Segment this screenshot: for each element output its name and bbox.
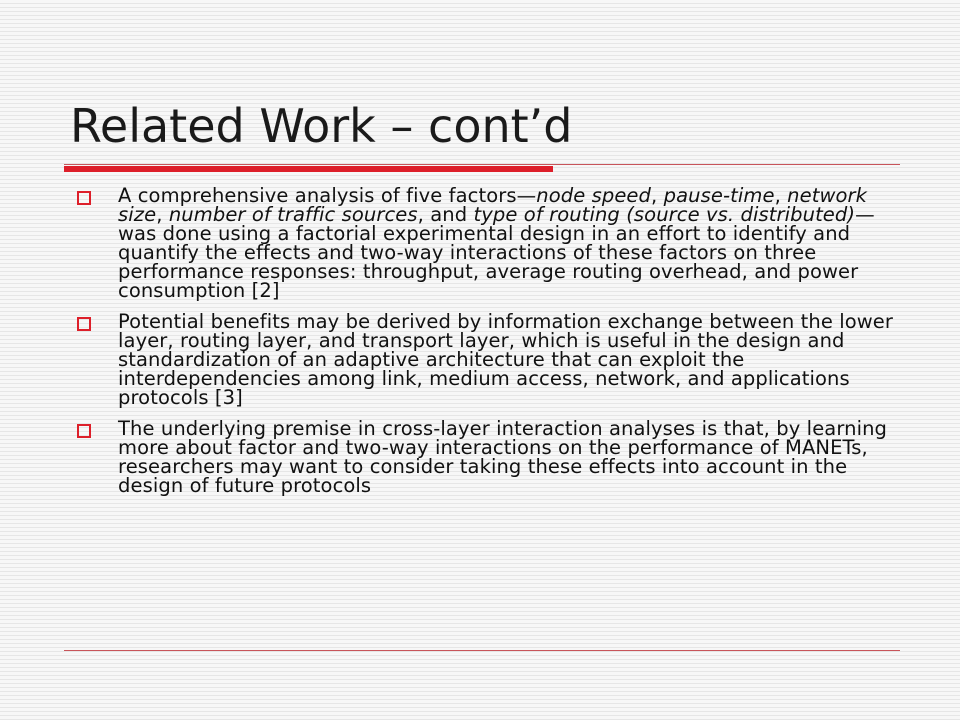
bullet-text-italic: type of routing (source vs. distributed)	[473, 203, 856, 226]
bullet-item	[70, 419, 895, 495]
bullet-text: ,	[651, 184, 664, 207]
bullet-text: , and	[417, 203, 474, 226]
hollow-square-icon	[77, 424, 91, 438]
bullet-item	[70, 186, 895, 300]
bullet-text: A comprehensive analysis of five factors—	[118, 184, 537, 207]
bullet-text: ,	[774, 184, 788, 207]
bullet-text-italic: number of traffic sources	[168, 203, 418, 226]
slide-title: Related Work – cont’d	[70, 99, 573, 153]
bullet-text-italic: node speed	[536, 184, 652, 207]
footer-divider-line	[64, 650, 900, 651]
bullet-item	[70, 312, 895, 407]
bullet-text-italic: pause-time	[663, 184, 775, 207]
bullet-text-italic: network size	[118, 184, 868, 226]
bullet-text: —was done using a factorial experimental design in an effort to identify and quantify the effects and two-way interactions of these factors on three performance responses: throughput, average routing overhead, and power consumption [2]	[118, 203, 875, 302]
title-divider-line	[64, 164, 900, 165]
bullet-list	[70, 186, 895, 507]
hollow-square-icon	[77, 317, 91, 331]
bullet-text: ,	[156, 203, 169, 226]
bullet-text: The underlying premise in cross-layer interaction analyses is that, by learning more about factor and two-way interactions on the performance of MANETs, researchers may want to consider taking these effects into account in the design of future protocols	[118, 417, 888, 497]
title-accent-bar	[64, 166, 553, 172]
bullet-text: Potential benefits may be derived by information exchange between the lower layer, routing layer, and transport layer, which is useful in the design and standardization of an adaptive architecture that can exploit the interdependencies among link, medium access, network, and applications protocols [3]	[118, 310, 894, 409]
hollow-square-icon	[77, 191, 91, 205]
